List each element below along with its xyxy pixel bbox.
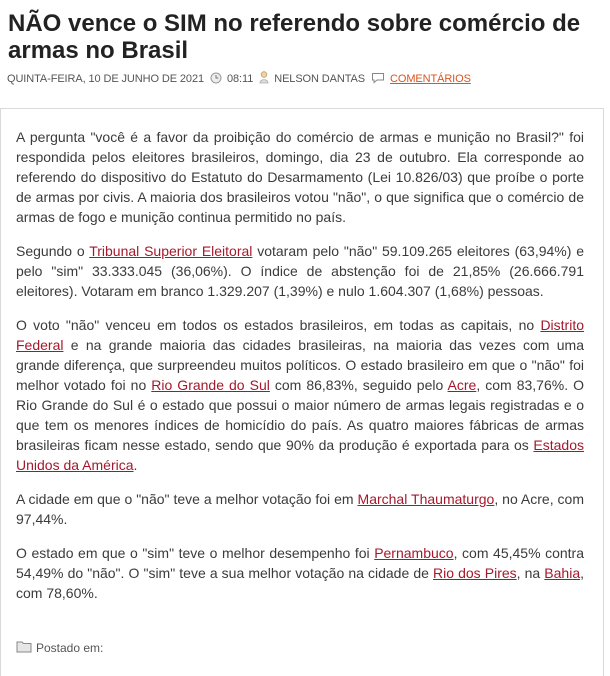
paragraph-3: O voto "não" venceu em todos os estados brasileiros, em todas as capitais, no Distrito Federal e na grande maioria das cidades brasileiras, na maioria das vezes com uma grande diferença, que surpreendeu muitos políticos. O estado brasileiro em que o "não" foi melhor votado foi no Rio Grande do Sul com 86,83%, seguido pelo Acre, com 83,76%. O Rio Grande do Sul é o estado que possui o maior número de armas legais registradas e o que tem os menores índices de homicídio do país. As quatro maiores fábricas de armas brasileiras ficam nesse estado, sendo que 90% da produção é exportada para os Estados Unidos da América.	[16, 317, 584, 473]
paragraph-5: O estado em que o "sim" teve o melhor desempenho foi Pernambuco, com 45,45% contra 54,49% do "não". O "sim" teve a sua melhor votação na cidade de Rio dos Pires, na Bahia, com 78,60%.	[16, 545, 584, 601]
paragraph-4: A cidade em que o "não" teve a melhor votação foi em Marchal Thaumaturgo, no Acre, com 97,44%.	[16, 491, 585, 527]
post-time: 08:11	[227, 73, 254, 85]
post-meta	[7, 71, 606, 87]
clock-icon	[210, 72, 222, 87]
posted-label: Postado em:	[36, 641, 104, 655]
link-pernambuco[interactable]: Pernambuco	[374, 545, 454, 561]
link-rio-grande-do-sul[interactable]: Rio Grande do Sul	[151, 377, 270, 393]
paragraph-2: Segundo o Tribunal Superior Eleitoral votaram pelo "não" 59.109.265 eleitores (63,94%) e pelo "sim" 33.333.045 (36,06%). O índice de abstenção foi de 21,85% (26.666.791 eleitores). Votaram em branco 1.329.207 (1,39%) e nulo 1.604.307 (1,68%) pessoas.	[16, 243, 584, 299]
link-rio-dos-pires[interactable]: Rio dos Pires	[433, 565, 517, 581]
link-marchal-thaumaturgo[interactable]: Marchal Thaumaturgo	[357, 491, 495, 507]
post-title: NÃO vence o SIM no referendo sobre comércio de armas no Brasil	[8, 10, 581, 64]
paragraph-1: A pergunta "você é a favor da proibição do comércio de armas e munição no Brasil?" foi respondida pelos eleitores brasileiros, domingo, dia 23 de outubro. Ela corresponde ao referendo do dispositivo do Estatuto do Desarmamento (Lei 10.826/03) que proíbe o porte de armas por civis. A maioria dos brasileiros votou "não", o que significa que o comércio de armas de fogo e munição continua permitido no país.	[16, 129, 584, 225]
link-estados-unidos[interactable]: Estados Unidos da América	[16, 437, 584, 473]
link-tribunal-superior-eleitoral[interactable]: Tribunal Superior Eleitoral	[89, 243, 253, 259]
post-body	[16, 127, 584, 617]
posted-in	[16, 640, 103, 656]
link-acre[interactable]: Acre	[447, 377, 477, 393]
post-author: NELSON DANTAS	[274, 73, 366, 85]
comments-link[interactable]: COMENTÁRIOS	[390, 73, 471, 85]
post-date: QUINTA-FEIRA, 10 DE JUNHO DE 2021	[7, 73, 204, 85]
link-distrito-federal[interactable]: Distrito Federal	[16, 317, 584, 353]
folder-icon	[16, 640, 32, 656]
comment-icon	[371, 72, 385, 87]
author-icon	[259, 71, 269, 87]
link-bahia[interactable]: Bahia	[544, 565, 581, 581]
